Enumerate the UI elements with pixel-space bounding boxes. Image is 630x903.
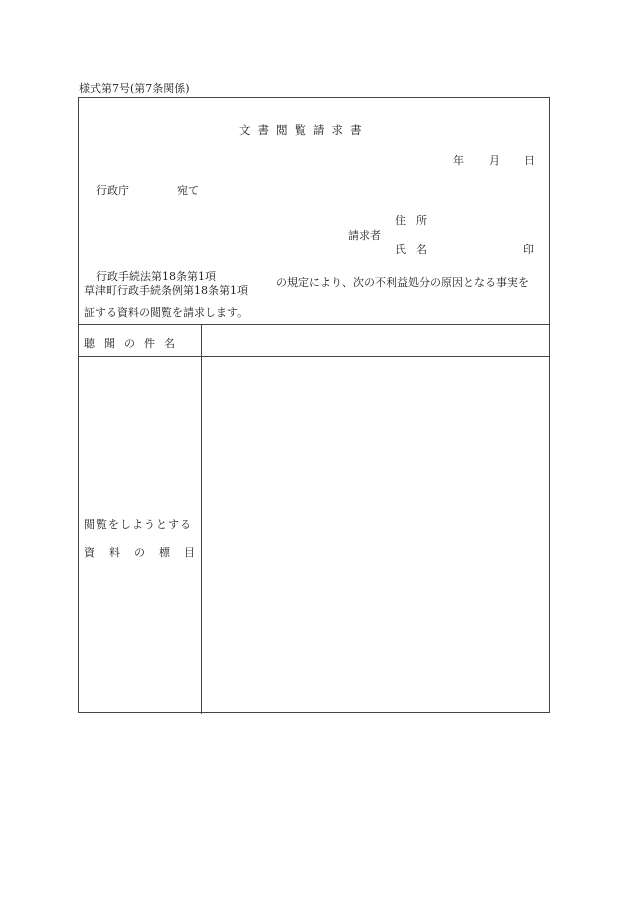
form-title: 文書閲覧請求書 bbox=[239, 123, 369, 137]
legal-basis-line-2: 草津町行政手続条例第18条第1項 bbox=[84, 284, 248, 297]
request-statement-line-1: の規定により、次の不利益処分の原因となる事実を bbox=[276, 276, 529, 289]
table-top-divider bbox=[79, 324, 549, 325]
table-column-divider bbox=[201, 324, 202, 714]
request-statement-line-2: 証する資料の閲覧を請求します。 bbox=[84, 306, 249, 319]
form-number: 様式第7号(第7条関係) bbox=[79, 82, 190, 95]
material-title-label-line-1: 閲覧をしようとする bbox=[84, 518, 192, 531]
requester-label: 請求者 bbox=[348, 229, 381, 242]
case-name-label: 聴聞の件名 bbox=[84, 337, 184, 350]
material-title-field[interactable] bbox=[203, 358, 549, 712]
date-day-label: 日 bbox=[524, 154, 535, 167]
date-month-label: 月 bbox=[489, 154, 500, 167]
case-name-field[interactable] bbox=[203, 326, 549, 355]
requester-address-label: 住所 bbox=[395, 214, 437, 227]
addressee-agency: 行政庁 bbox=[96, 184, 129, 197]
date-year-label: 年 bbox=[453, 154, 464, 167]
requester-name-label: 氏名 bbox=[395, 243, 437, 256]
material-title-label-line-2: 資料の標目 bbox=[84, 546, 209, 559]
addressee-suffix: 宛て bbox=[177, 184, 199, 197]
legal-basis-line-1: 行政手続法第18条第1項 bbox=[96, 270, 216, 283]
case-row-divider bbox=[79, 356, 549, 357]
seal-label: 印 bbox=[523, 243, 534, 256]
document-request-form bbox=[78, 97, 550, 713]
